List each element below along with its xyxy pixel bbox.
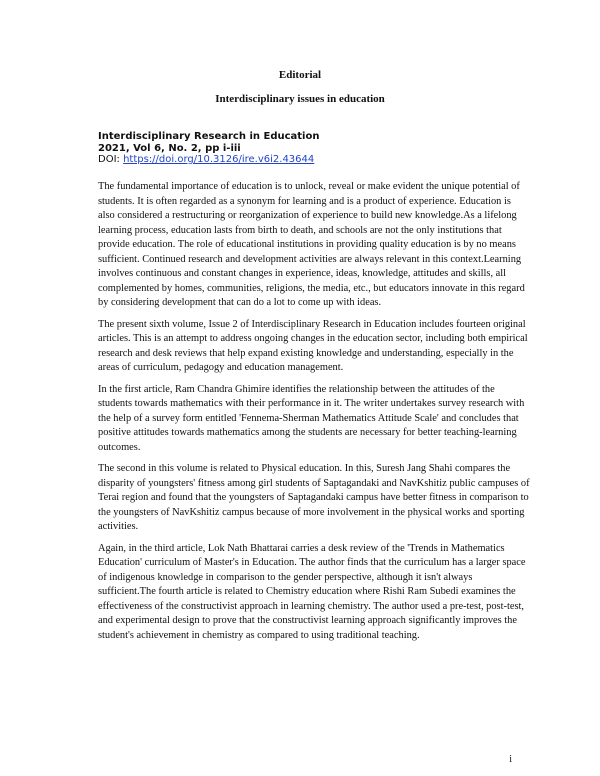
journal-name: Interdisciplinary Research in Education	[98, 131, 320, 142]
editorial-label: Editorial	[278, 69, 322, 81]
paragraph: The present sixth volume, Issue 2 of Interdisciplinary Research in Education includes fourteen original articles. This is an attempt to address ongoing changes in the education sector, including both empirical research and desk reviews that help expand existing knowledge and understanding, especially in the areas of curriculum, pedagogy and education management.	[98, 318, 528, 373]
journal-info	[98, 131, 319, 166]
journal-volume: 2021, Vol 6, No. 2, pp i-iii	[98, 142, 241, 154]
article-title: Interdisciplinary issues in education	[215, 93, 385, 105]
article-body	[98, 180, 530, 650]
paragraph: The fundamental importance of education is to unlock, reveal or make evident the unique potential of students. It is often regarded as a synonym for learning and is a product of experience. Education is also considered a restructuring or reorganization of experience to build new knowledge.As a lifelong learning process, education lasts from birth to death, and schools are not the only institutions that provide education. The role of educational institutions in providing quality education is by no means sufficient. Continued research and development activities are always relevant in this context.Learning involves continuous and constant changes in experience, ideas, knowledge, attitudes and skills, all complemented by homes, communities, religions, the media, etc., but educators innovate in this regard by considering development that can do a lot to come up with ideas.	[98, 181, 525, 308]
doi-link[interactable]: https://doi.org/10.3126/ire.v6i2.43644	[123, 154, 315, 165]
page-number: i	[509, 754, 512, 765]
doi-line	[98, 154, 319, 166]
doi-label: DOI:	[98, 154, 124, 165]
paragraph: Again, in the third article, Lok Nath Bhattarai carries a desk review of the 'Trends in Mathematics Education' curriculum of Master's in Education. The author finds that the curriculum has a larger space of indigenous knowledge in comparison to the gender perspective, although it isn't always sufficient.The fourth article is related to Chemistry education where Rishi Ram Subedi examines the effectiveness of the constructivist approach in learning chemistry. The author used a pre-test, post-test, and experimental design to prove that the constructivist learning approach significantly improves the student's achievement in chemistry as compared to using traditional teaching.	[98, 542, 526, 641]
paragraph: In the first article, Ram Chandra Ghimire identifies the relationship between the attitudes of the students towards mathematics with their performance in it. The writer undertakes survey research with the help of a survey form entitled 'Fennema-Sherman Mathematics Attitude Scale' and concludes that positive attitudes towards mathematics among the students are necessary for better teaching-learning outcomes.	[98, 383, 525, 453]
paragraph: The second in this volume is related to Physical education. In this, Suresh Jang Shahi compares the disparity of youngsters' fitness among girl students of Saptagandaki and NavKshitiz public campuses of Terai region and found that the youngsters of Saptagandaki campus have better fitness in comparison to the youngsters of NavKshitiz campus because of more involvement in the physical works and sporting activities.	[98, 463, 530, 532]
